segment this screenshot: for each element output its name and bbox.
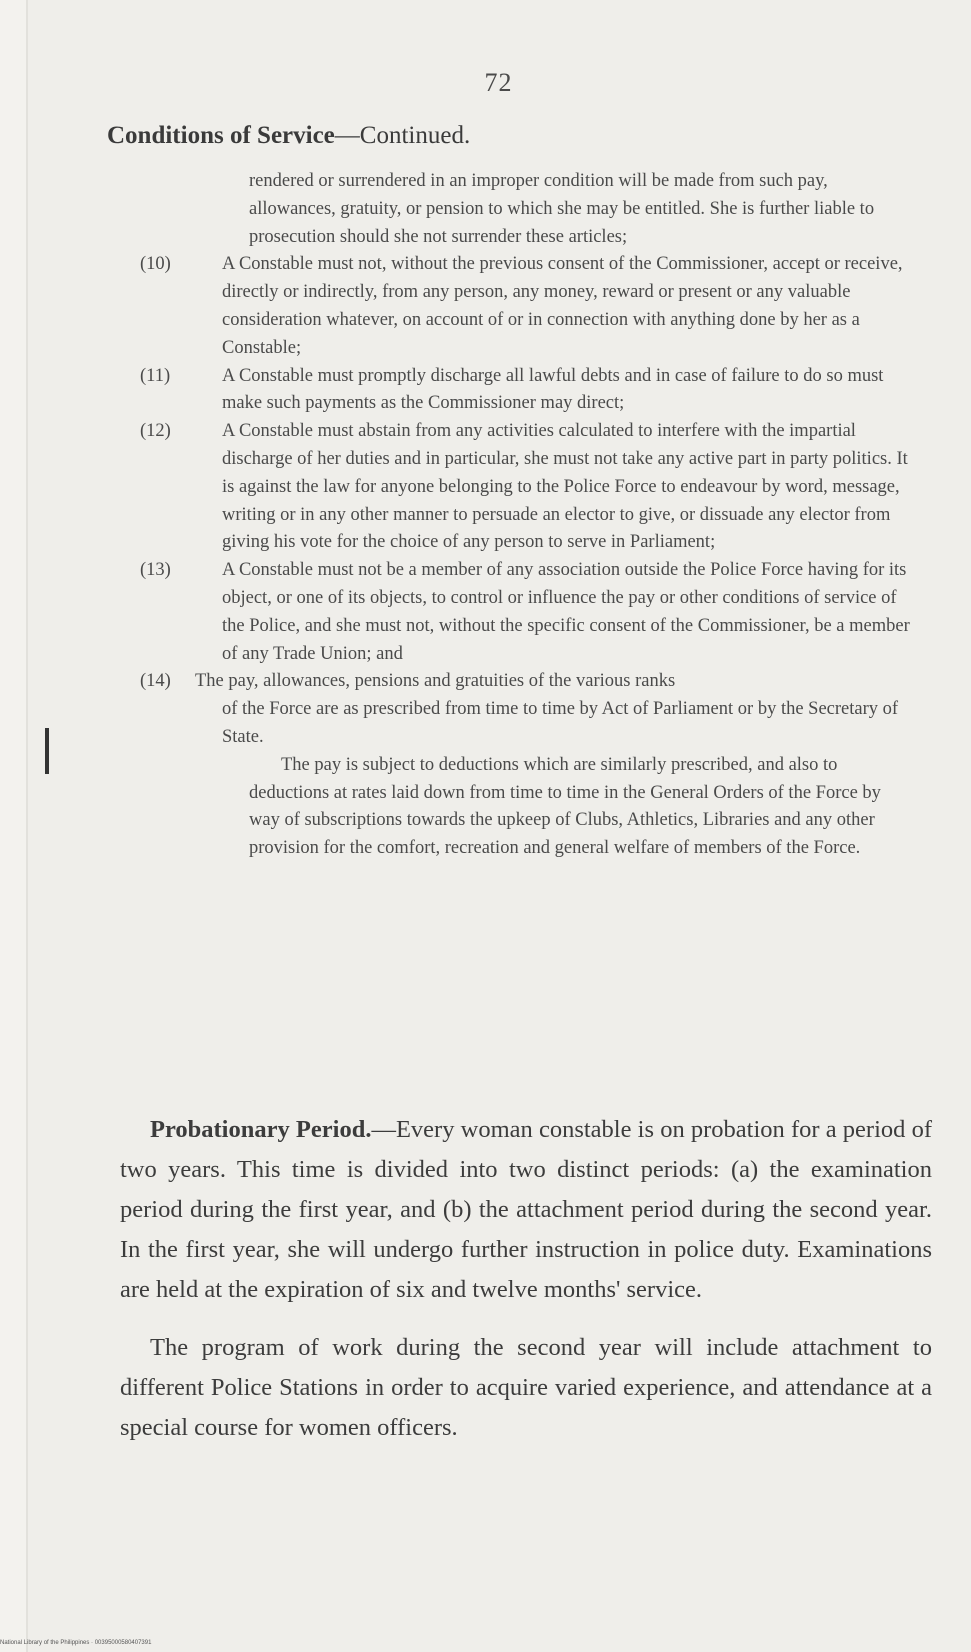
section-heading-suffix: —Continued.	[334, 122, 471, 149]
section-heading	[107, 122, 470, 150]
list-item	[140, 557, 916, 668]
item-number: (10)	[140, 254, 171, 275]
item-text-first-line: The pay, allowances, pensions and gratuities of the various ranks	[195, 671, 676, 692]
item-text: A Constable must not, without the previous consent of the Commissioner, accept or receive, directly or indirectly, from any person, any money, reward or present or any valuable consideration whatever, on account of or in connection with anything done by her as a Constable;	[222, 254, 903, 358]
probation-heading: Probationary Period.	[150, 1116, 372, 1143]
probation-text: —Every woman constable is on probation for a period of two years. This time is divided into two distinct periods: (a) the examination period during the first year, and (b) the attachment period during the second year. In the first year, she will undergo further instruction in police duty. Examinations are held at the expiration of six and twelve months' service.	[120, 1116, 932, 1303]
item-text-continued	[140, 696, 916, 752]
item-number: (11)	[140, 365, 171, 386]
probation-paragraph	[120, 1110, 932, 1310]
page-edge-mark	[45, 728, 49, 774]
list-item	[140, 418, 916, 557]
item-number: (14)	[140, 671, 171, 692]
document-page	[26, 0, 971, 1652]
list-item	[140, 668, 916, 696]
list-item	[140, 251, 916, 362]
list-item	[140, 363, 916, 419]
program-paragraph: The program of work during the second year will include attachment to different Police Stations in order to acquire varied experience, and attendance at a special course for women officers.	[120, 1334, 932, 1441]
item-text-rest: of the Force are as prescribed from time to time by Act of Parliament or by the Secretary of State.	[222, 699, 899, 747]
continued-paragraph: rendered or surrendered in an improper condition will be made from such pay, allowances, gratuity, or pension to which she may be entitled. She is further liable to prosecution should she not surrender these articles;	[249, 171, 875, 247]
page-number: 72	[484, 68, 513, 97]
item-number: (13)	[140, 560, 171, 581]
probation-section	[120, 1110, 932, 1448]
item-text: A Constable must promptly discharge all lawful debts and in case of failure to do so must make such payments as the Commissioner may direct;	[222, 365, 884, 414]
item-number: (12)	[140, 421, 171, 442]
item-text	[195, 668, 916, 696]
conditions-list	[140, 168, 916, 863]
item-sub-paragraph: The pay is subject to deductions which are similarly prescribed, and also to deductions at rates laid down from time to time in the General Orders of the Force by way of subscriptions towards the upkeep of Clubs, Athletics, Libraries and any other provision for the comfort, recreation and general welfare of members of the Force.	[249, 754, 881, 859]
item-text: A Constable must abstain from any activities calculated to interfere with the impartial discharge of her duties and in particular, she must not take any active part in party politics. It is against the law for anyone belonging to the Police Force to endeavour by word, message, writing or in any other manner to persuade an elector to give, or dissuade any elector from giving his vote for the choice of any person to serve in Parliament;	[222, 421, 908, 553]
scan-footer: National Library of the Philippines · 00395000580407391	[0, 1640, 152, 1646]
section-heading-title: Conditions of Service	[107, 122, 335, 149]
item-text: A Constable must not be a member of any association outside the Police Force having for its object, or one of its objects, to control or influence the pay or other conditions of service of the Police, and she must not, without the specific consent of the Commissioner, be a member of any Trade Union; and	[222, 560, 910, 664]
